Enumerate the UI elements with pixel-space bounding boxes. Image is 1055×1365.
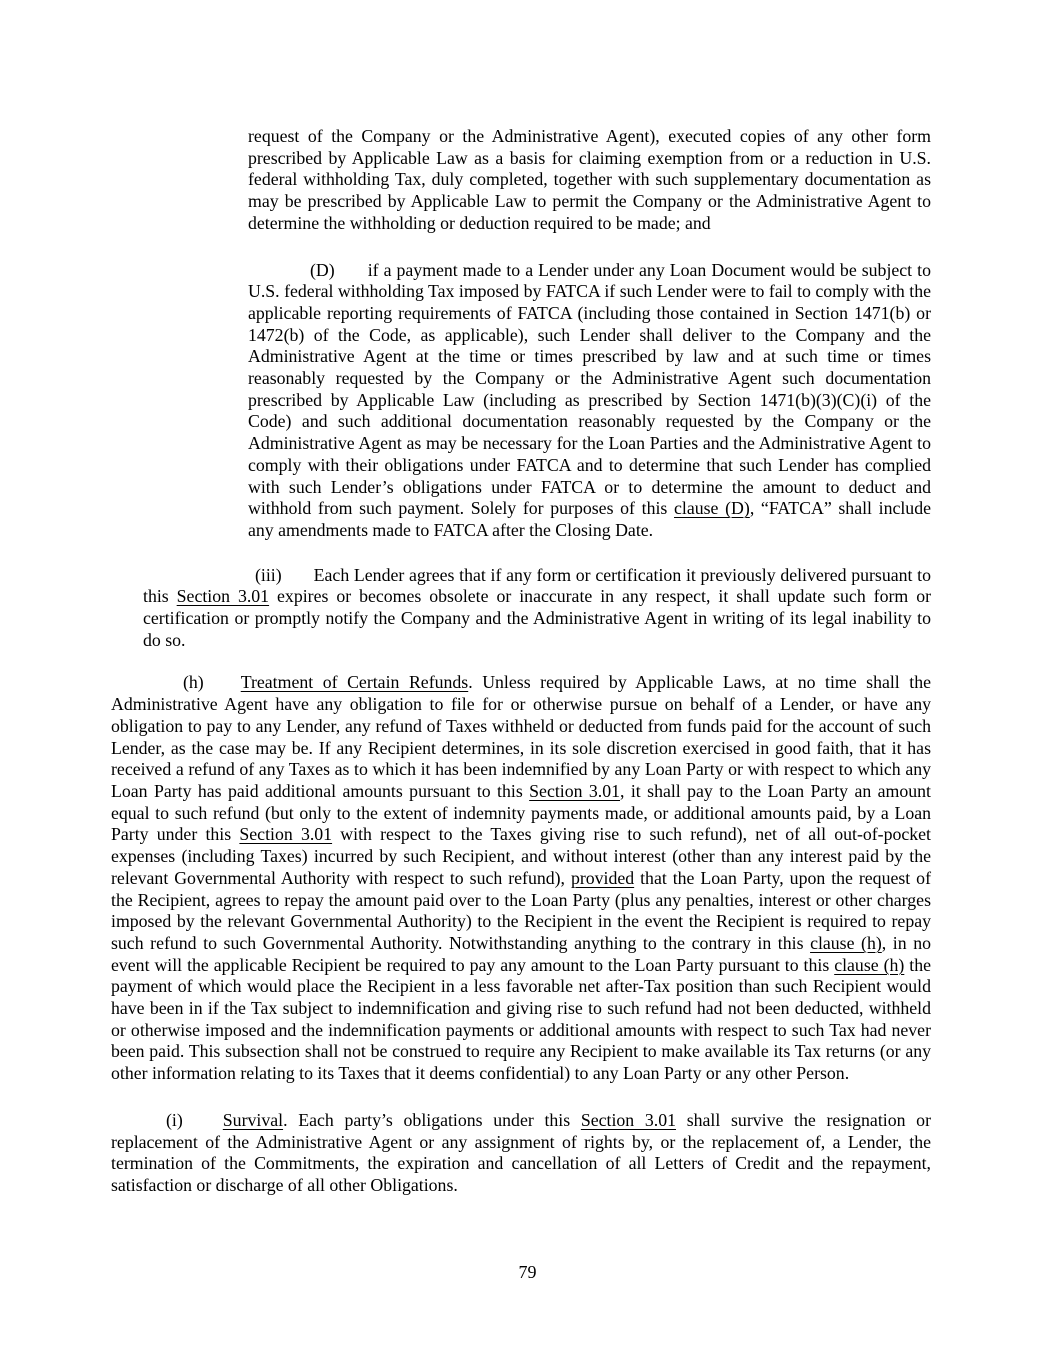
underlined-reference: clause (h) [810,932,882,953]
text-segment: , it shall pay to the Loan Party an amount equal to such refund (but only to the extent of indemnity payments made, or additional amounts paid, by a Loan Party under this [111,780,931,845]
clause-label: (h) [183,672,204,693]
underlined-reference: Section 3.01 [580,1109,677,1130]
text-segment: with respect to the Taxes giving rise to such refund), net of all out-of-pocket expenses (including Taxes) incurred by such Recipient, and without interest (other than any interest paid by the relevant Governmental Authority with respect to such refund), [111,824,932,888]
clause-label: (i) [166,1109,183,1130]
underlined-reference: Treatment of Certain Refunds [240,672,469,693]
paragraph-clause-i-survival [111,1110,931,1197]
tab-spacer [204,687,241,688]
text-segment: . Each party’s obligations under this [283,1109,581,1130]
text-segment: the payment of which would place the Recipient in a less favorable net after-Tax position than such Recipient would have been in if the Tax subject to indemnification and giving rise to such refund had not been deducted, withheld or otherwise imposed and the indemnification payments or additional amounts with respect to such Tax had never been paid. This subsection shall not be construed to require any Recipient to make available its Tax returns (or any other information relating to its Taxes that it deems confidential) to any Loan Party or any other Person. [111,954,932,1084]
underlined-reference: Survival [222,1109,284,1130]
text-segment: , in no event will the applicable Recipient be required to pay any amount to the Loan Party pursuant to this [111,932,931,975]
text-segment: , “FATCA” shall include any amendments made to FATCA after the Closing Date. [248,498,931,540]
paragraph-clause-iii-update-certification [143,565,931,652]
paragraph-clause-h-treatment-of-certain-refunds [111,672,931,1084]
paragraph-clause-c-continuation [248,126,931,235]
underlined-reference: Section 3.01 [176,586,270,607]
text-segment: if a payment made to a Lender under any Loan Document would be subject to U.S. federal withholding Tax imposed by FATCA if such Lender were to fail to comply with the applicable reporting requirements of FATCA (including those contained in Section 1471(b) or 1472(b) of the Code, as applicable), such Lender shall deliver to the Company and the Administrative Agent at the time or times prescribed by law and at such time or times reasonably requested by the Company or the Administrative Agent such documentation prescribed by Applicable Law (including as prescribed by Section 1471(b)(3)(C)(i) of the Code) and such additional documentation reasonably requested by the Company or the Administrative Agent as may be necessary for the Loan Parties and the Administrative Agent to comply with their obligations under FATCA and to determine that such Lender has complied with such Lender’s obligations under FATCA or to determine the amount to deduct and withhold from such payment. Solely for purposes of this [248,259,931,519]
text-segment: request of the Company or the Administrative Agent), executed copies of any other form prescribed by Applicable Law as a basis for claiming exemption from or a reduction in U.S. federal withholding Tax, duly completed, together with such supplementary documentation as may be prescribed by Applicable Law to permit the Company or the Administrative Agent to determine the withholding or deduction required to be made; and [248,126,931,233]
text-segment: Each Lender agrees that if any form or certification it previously delivered pursuant to this [143,564,931,607]
underlined-reference: Section 3.01 [239,824,333,845]
underlined-reference: clause (h) [834,954,905,975]
tab-spacer [282,580,314,581]
paragraph-clause-d-fatca [248,260,931,542]
tab-spacer [183,1125,223,1126]
text-segment: shall survive the resignation or replacement of the Administrative Agent or any assignment of rights by, or the replacement of, a Lender, the termination of the Commitments, the expiration and cancellation of all Letters of Credit and the repayment, satisfaction or discharge of all other Obligations. [111,1109,931,1195]
text-segment: . Unless required by Applicable Laws, at no time shall the Administrative Agent have any obligation to file for or otherwise pursue on behalf of a Lender, or have any obligation to pay to any Lender, any refund of Taxes withheld or deducted from funds paid for the account of such Lender, as the case may be. If any Recipient determines, in its sole discretion exercised in good faith, that it has received a refund of any Taxes as to which it has been indemnified by any Loan Party or with respect to which any Loan Party has paid additional amounts pursuant to this [111,672,932,801]
underlined-reference: provided [570,867,635,888]
text-segment: that the Loan Party, upon the request of the Recipient, agrees to repay the amount paid over to the Loan Party (plus any penalties, interest or other charges imposed by the relevant Governmental Authority) to the Recipient in the event the Recipient is required to repay such refund to such Governmental Authority. Notwithstanding anything to the contrary in this [111,867,931,953]
text-segment: expires or becomes obsolete or inaccurate in any respect, it shall update such form or certification or promptly notify the Company and the Administrative Agent in writing of its legal inability to do so. [143,586,932,650]
underlined-reference: clause (D) [674,498,750,519]
clause-label: (D) [310,259,335,280]
page-number: 79 [518,1262,537,1282]
clause-label: (iii) [255,564,282,585]
tab-spacer [335,275,368,276]
underlined-reference: Section 3.01 [529,780,621,801]
